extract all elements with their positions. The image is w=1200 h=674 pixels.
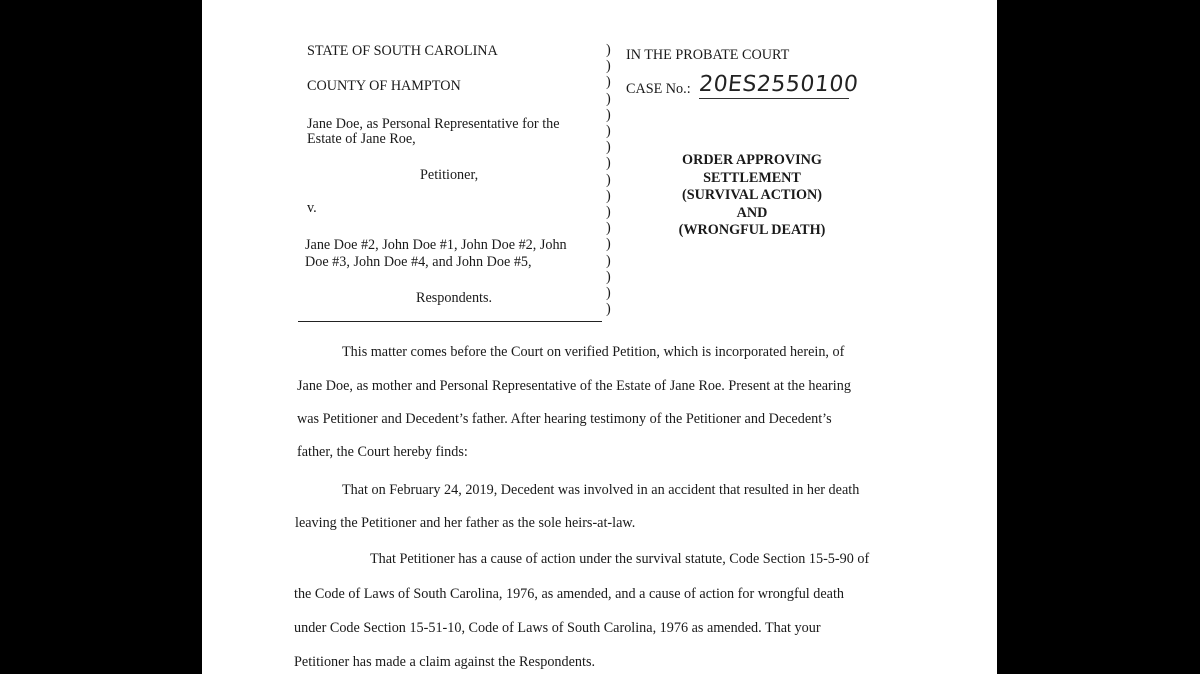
case-number-underline [699,98,849,99]
order-title-line-5: (WRONGFUL DEATH) [678,222,826,238]
respondents-label: Respondents. [416,290,493,306]
body-line-4: father, the Court hereby finds: [297,444,468,460]
order-title-line-2: SETTLEMENT [703,169,801,186]
versus-label: v. [307,200,317,216]
document-page [202,0,997,674]
body-line-8: the Code of Laws of South Carolina, 1976, as amended, and a cause of action for wrongful death [294,586,845,602]
county-heading: COUNTY OF HAMPTON [307,78,461,94]
body-line-3: was Petitioner and Decedent’s father. After hearing testimony of the Petitioner and Decedent’s [297,411,832,427]
body-line-7: That Petitioner has a cause of action under the survival statute, Code Section 15-5-90 of [370,551,870,567]
case-number-label: CASE No.: [626,81,691,97]
petitioner-name-line-1: Jane Doe, as Personal Representative for the [307,116,560,132]
caption-divider [298,321,602,322]
order-title [660,152,844,240]
body-line-9: under Code Section 15-51-10, Code of Laws of South Carolina, 1976 as amended. That your [294,620,821,636]
petitioner-name-line-2: Estate of Jane Roe, [307,131,416,147]
order-title-line-3: (SURVIVAL ACTION) [682,187,822,203]
respondents-line-1: Jane Doe #2, John Doe #1, John Doe #2, John [305,237,567,253]
respondents-line-2: Doe #3, John Doe #4, and John Doe #5, [305,254,532,270]
body-line-5: That on February 24, 2019, Decedent was involved in an accident that resulted in her death [342,482,860,498]
body-line-10: Petitioner has made a claim against the Respondents. [294,654,596,670]
body-line-2: Jane Doe, as mother and Personal Representative of the Estate of Jane Roe. Present at the hearing [297,378,851,394]
body-line-6: leaving the Petitioner and her father as the sole heirs-at-law. [295,515,636,531]
petitioner-label: Petitioner, [420,167,479,183]
order-title-line-1: ORDER APPROVING [682,152,822,168]
court-name: IN THE PROBATE COURT [626,47,790,63]
state-heading: STATE OF SOUTH CAROLINA [307,43,498,59]
order-title-line-4: AND [736,204,768,221]
body-line-1: This matter comes before the Court on verified Petition, which is incorporated herein, of [342,344,845,360]
case-number-handwritten: 20ES2550100 [697,72,860,97]
caption-parentheses: ) ) ) ) ) ) ) ) ) ) ) ) ) ) ) ) ) [606,42,611,318]
